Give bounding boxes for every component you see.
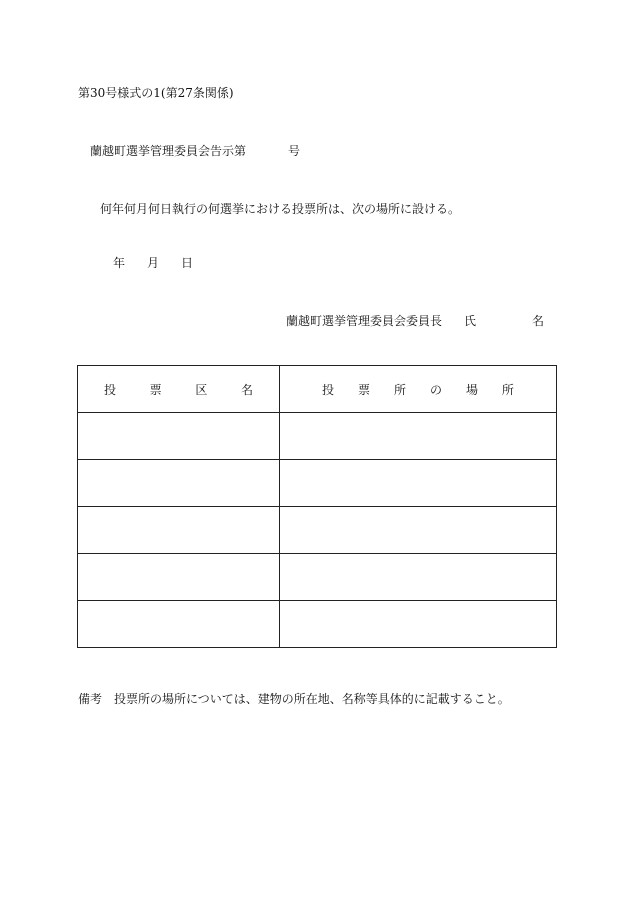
header-char: 所: [393, 382, 406, 397]
table-row: [78, 601, 557, 648]
date-month: 月: [147, 256, 160, 270]
remarks: [78, 690, 510, 707]
header-station-location: [280, 366, 557, 413]
location-cell: [280, 507, 557, 554]
header-char: 所: [501, 382, 514, 397]
district-cell: [78, 413, 280, 460]
location-cell: [280, 460, 557, 507]
header-district-name: [78, 366, 280, 413]
notice-suffix: 号: [288, 144, 301, 158]
signatory-name-2: 名: [532, 314, 545, 328]
body-text: 何年何月何日執行の何選挙における投票所は、次の場所に設ける。: [100, 202, 461, 216]
signature-line: [286, 312, 544, 329]
header-char: 票: [149, 382, 162, 397]
date-day: 日: [181, 256, 194, 270]
table-header-row: [78, 366, 557, 413]
header-char: 票: [357, 382, 370, 397]
location-cell: [280, 601, 557, 648]
date-year: 年: [113, 256, 126, 270]
notice-prefix: 蘭越町選挙管理委員会告示第: [90, 144, 247, 158]
signatory-name-1: 氏: [464, 314, 477, 328]
header-char: 区: [195, 382, 208, 397]
date-line: [113, 254, 193, 271]
location-cell: [280, 413, 557, 460]
remarks-label: 備考: [78, 692, 103, 706]
location-cell: [280, 554, 557, 601]
remarks-text: 投票所の場所については、建物の所在地、名称等具体的に記載すること。: [114, 692, 510, 706]
header-char: 投: [322, 382, 335, 397]
district-cell: [78, 507, 280, 554]
header-char: 名: [240, 382, 253, 397]
table-row: [78, 413, 557, 460]
table-row: [78, 507, 557, 554]
table-row: [78, 460, 557, 507]
header-char: 投: [104, 382, 117, 397]
polling-station-table: [77, 365, 557, 648]
district-cell: [78, 554, 280, 601]
district-cell: [78, 601, 280, 648]
form-number: 第30号様式の1(第27条関係): [78, 86, 234, 100]
header-char: 場: [465, 382, 478, 397]
notice-number-line: [90, 142, 300, 159]
table-row: [78, 554, 557, 601]
signatory-title: 蘭越町選挙管理委員会委員長: [286, 314, 443, 328]
district-cell: [78, 460, 280, 507]
header-char: の: [429, 382, 442, 397]
